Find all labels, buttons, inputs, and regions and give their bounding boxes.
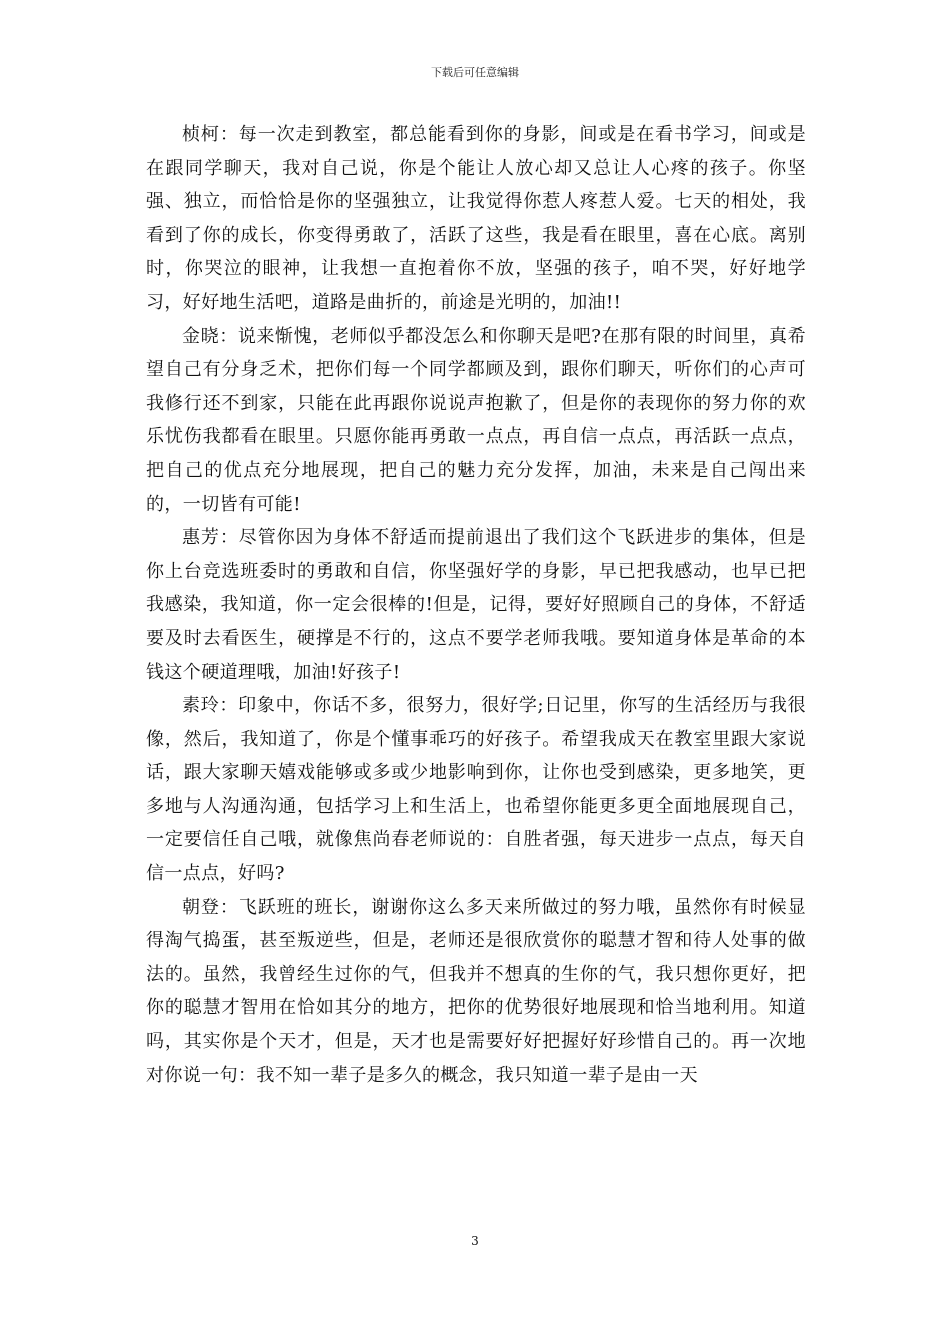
paragraph-zhenke: 桢柯：每一次走到教室，都总能看到你的身影，间或是在看书学习，间或是在跟同学聊天，我对自己说，你是个能让人放心却又总让人心疼的孩子。你坚强、独立，而恰恰是你的坚强独立，让我觉得你惹人疼惹人爱。七天的相处，我看到了你的成长，你变得勇敢了，活跃了这些，我是看在眼里，喜在心底。离别时，你哭泣的眼神，让我想一直抱着你不放，坚强的孩子，咱不哭，好好地学习，好好地生活吧，道路是曲折的，前途是光明的，加油!! [146, 124, 806, 313]
paragraph-suling: 素玲：印象中，你话不多，很努力，很好学;日记里，你写的生活经历与我很像，然后，我知道了，你是个懂事乖巧的好孩子。希望我成天在教室里跟大家说话，跟大家聊天嬉戏能够或多或少地影响到你，让你也受到感染，更多地笑，更多地与人沟通沟通，包括学习上和生活上，也希望你能更多更全面地展现自己，一定要信任自己哦，就像焦尚春老师说的：自胜者强，每天进步一点点，每天自信一点点，好吗? [146, 695, 806, 885]
document-body [146, 118, 806, 1092]
paragraph-huifang: 惠芳：尽管你因为身体不舒适而提前退出了我们这个飞跃进步的集体，但是你上台竞选班委时的勇敢和自信，你坚强好学的身影，早已把我感动，也早已把我感染，我知道，你一定会很棒的!但是，记得，要好好照顾自己的身体，不舒适要及时去看医生，硬撑是不行的，这点不要学老师我哦。要知道身体是革命的本钱这个硬道理哦，加油!好孩子! [146, 527, 806, 683]
paragraph-jinxiao: 金晓：说来惭愧，老师似乎都没怎么和你聊天是吧?在那有限的时间里，真希望自己有分身乏术，把你们每一个同学都顾及到，跟你们聊天，听你们的心声可我修行还不到家，只能在此再跟你说说声抱歉了，但是你的表现你的努力你的欢乐忧伤我都看在眼里。只愿你能再勇敢一点点，再自信一点点，再活跃一点点，把自己的优点充分地展现，把自己的魅力充分发挥，加油，未来是自己闯出来的，一切皆有可能! [146, 325, 806, 515]
page-number: 3 [471, 1234, 479, 1248]
page-header: 下载后可任意编辑 [431, 66, 519, 79]
paragraph-chaodeng: 朝登：飞跃班的班长，谢谢你这么多天来所做过的努力哦，虽然你有时候显得淘气捣蛋，甚至叛逆些，但是，老师还是很欣赏你的聪慧才智和待人处事的做法的。虽然，我曾经生过你的气，但我并不想真的生你的气，我只想你更好，把你的聪慧才智用在恰如其分的地方，把你的优势很好地展现和恰当地利用。知道吗，其实你是个天才，但是，天才也是需要好好把握好好珍惜自己的。再一次地对你说一句：我不知一辈子是多久的概念，我只知道一辈子是由一天 [146, 896, 806, 1086]
